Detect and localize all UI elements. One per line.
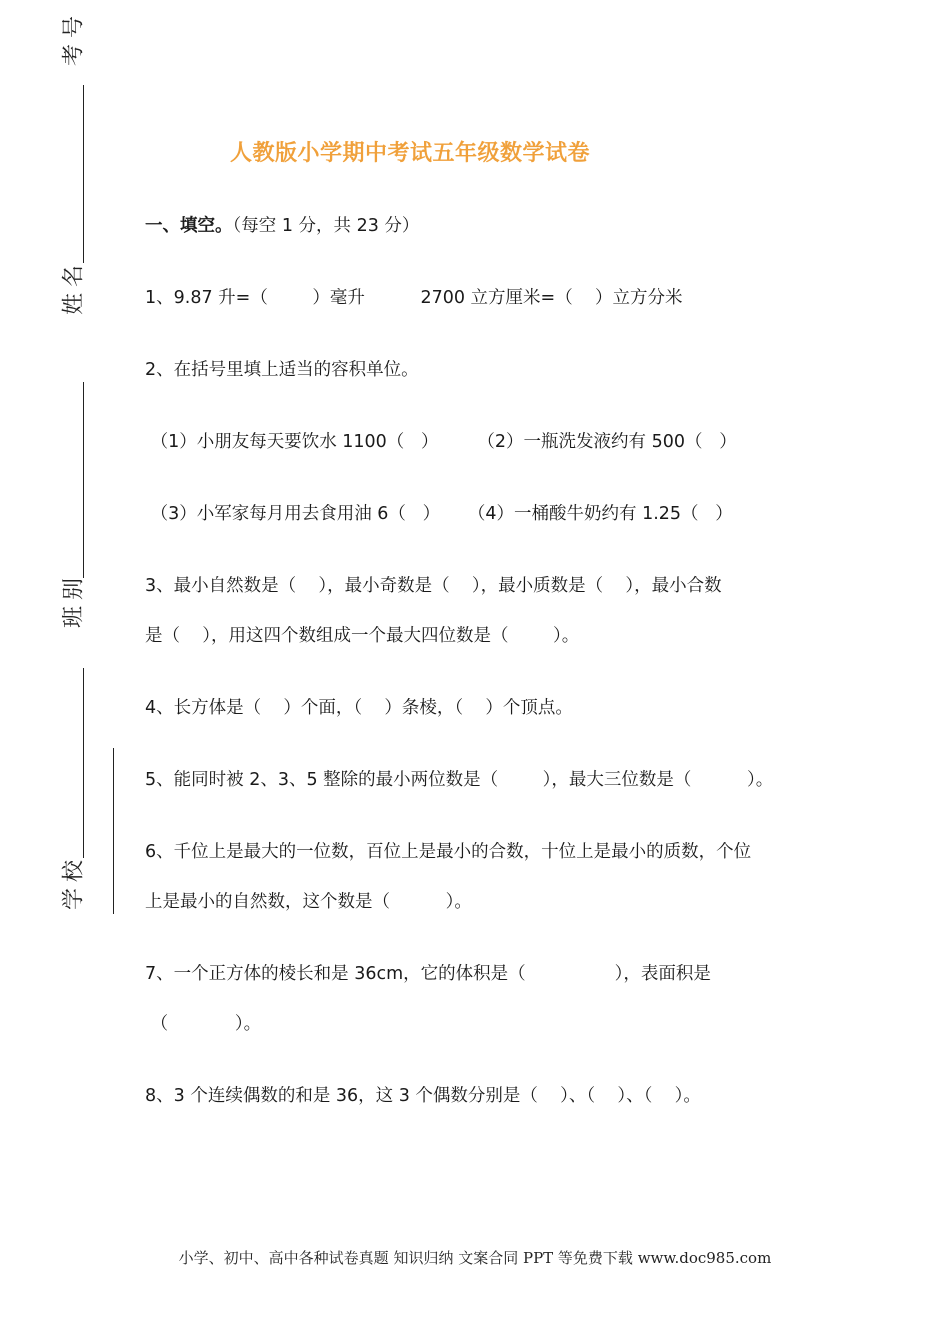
question-line: 8、3 个连续偶数的和是 36，这 3 个偶数分别是（ ）、（ ）、（ ）。 xyxy=(145,1086,701,1106)
side-line-class xyxy=(83,668,84,858)
side-line-exam-number xyxy=(83,85,84,263)
section-heading xyxy=(145,212,419,237)
question-line: 是（ ），用这四个数组成一个最大四位数是（ ）。 xyxy=(145,626,580,646)
section-heading-label: 一、填空。 xyxy=(145,216,233,236)
question-line: 5、能同时被 2、3、5 整除的最小两位数是（ ），最大三位数是（ ）。 xyxy=(145,770,774,790)
question-line: （ ）。 xyxy=(145,1014,262,1034)
section-heading-note: （每空 1 分，共 23 分） xyxy=(232,216,420,236)
footer-text: 小学、初中、高中各种试卷真题 知识归纳 文案合同 PPT 等免费下载 www.doc985.com xyxy=(178,1249,772,1267)
question-line: 3、最小自然数是（ ），最小奇数是（ ），最小质数是（ ），最小合数 xyxy=(145,576,722,596)
question-line: 2、在括号里填上适当的容积单位。 xyxy=(145,360,419,380)
question-line: 7、一个正方体的棱长和是 36cm，它的体积是（ ），表面积是 xyxy=(145,964,711,984)
question-line: （3）小军家每月用去食用油 6（ ） （4）一桶酸牛奶约有 1.25（ ） xyxy=(145,504,733,524)
question-line: 上是最小的自然数，这个数是（ ）。 xyxy=(145,892,472,912)
question-line: 6、千位上是最大的一位数，百位上是最小的合数，十位上是最小的质数，个位 xyxy=(145,842,752,862)
side-line-name xyxy=(83,382,84,578)
question-line: 1、9.87 升=（ ）毫升 2700 立方厘米=（ ）立方分米 xyxy=(145,288,683,308)
page-title: 人教版小学期中考试五年级数学试卷 xyxy=(229,141,590,166)
question-line: （1）小朋友每天要饮水 1100（ ） （2）一瓶洗发液约有 500（ ） xyxy=(145,432,737,452)
question-line: 4、长方体是（ ）个面，（ ）条棱，（ ）个顶点。 xyxy=(145,698,573,718)
side-line-school xyxy=(113,748,114,914)
